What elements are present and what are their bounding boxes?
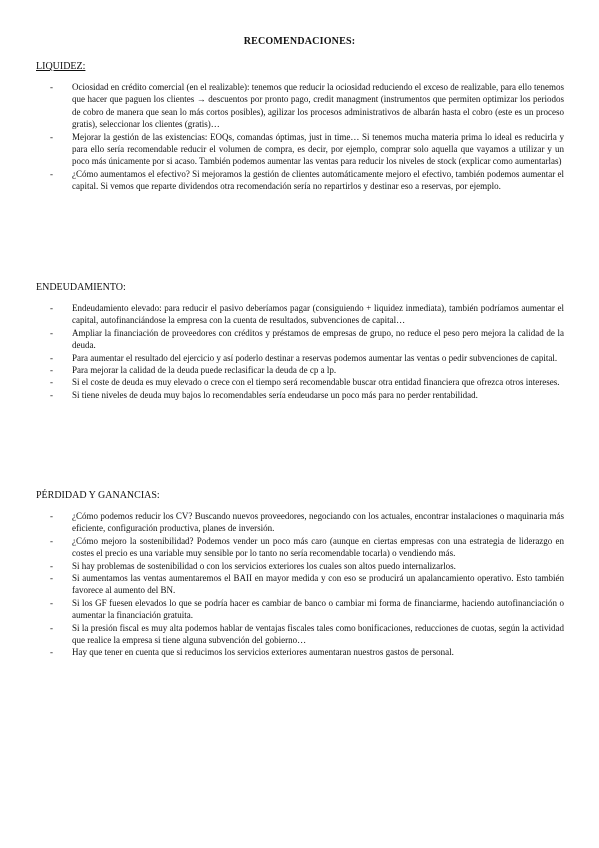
list-item-text: ¿Cómo aumentamos el efectivo? Si mejoramos la gestión de clientes automáticamente mejoro el efectivo, también podemos aumentar el capital. Si vemos que reparte dividendos otra recomendación sería no repartirlos y destinar eso a reservas, por ejemplo. [72, 168, 564, 192]
item-list-liquidez [36, 81, 564, 193]
dash-bullet: - [50, 303, 53, 313]
list-item-text: ¿Cómo podemos reducir los CV? Buscando nuevos proveedores, negociando con los actuales, encontrar instalaciones o maquinaria más eficiente, configuración productiva, planes de inversión. [72, 511, 564, 534]
list-item [36, 364, 564, 376]
list-item-text: Endeudamiento elevado: para reducir el pasivo deberíamos pagar (consiguiendo + liquidez inmediata), también podríamos aumentar el capital, autofinanciándose la empresa con la cuenta de resultados, subvenciones de capital… [72, 303, 564, 326]
list-item [36, 572, 564, 597]
dash-bullet: - [50, 560, 53, 571]
list-item-text: Si la presión fiscal es muy alta podemos hablar de ventajas fiscales tales como bonificaciones, reducciones de cuotas, según la actividad que realice la empresa si tiene alguna subvención del gobierno… [72, 622, 564, 646]
list-item-text: Ampliar la financiación de proveedores con créditos y préstamos de empresas de grupo, no reduce el peso pero mejora la calidad de la deuda. [72, 327, 564, 351]
section-heading-perdidas-ganancias: PÉRDIDAD Y GANANCIAS: [36, 490, 160, 501]
list-item [36, 131, 564, 168]
list-item [36, 352, 564, 364]
dash-bullet: - [50, 647, 53, 658]
list-item-text: Ociosidad en crédito comercial (en el realizable): tenemos que reducir la ociosidad reduciendo el exceso de realizable, para ello tenemos que hacer que paguen los clientes → descuentos por pronto pago, credit managment (instrumentos que permiten optimizar los periodos de cobro de manera que sean lo más cortos posibles), agilizar los procesos administrativos de albarán hasta el cobro (este es un proceso gratis), seleccionar los clientes (gratis)… [72, 82, 564, 130]
list-item-text: Para aumentar el resultado del ejercicio y así poderlo destinar a reservas podemos aumentar las ventas o pedir subvenciones de capital. [72, 352, 558, 363]
dash-bullet: - [50, 377, 53, 388]
list-item [36, 327, 564, 352]
list-item [36, 389, 564, 401]
list-item-text: Para mejorar la calidad de la deuda puede reclasificar la deuda de cp a lp. [72, 365, 337, 376]
item-list-endeudamiento [36, 302, 564, 401]
dash-bullet: - [50, 82, 53, 92]
document-title: RECOMENDACIONES: [243, 36, 356, 47]
list-item [36, 560, 564, 572]
dash-bullet: - [50, 352, 53, 363]
list-item-text: ¿Cómo mejoro la sostenibilidad? Podemos vender un poco más caro (aunque en ciertas empresas con una estrategia de liderazgo en costes el precio es una variable muy sensible por lo tanto no sería recomendable tocarla) o vendiendo más. [72, 535, 564, 559]
section-perdidas-ganancias [36, 489, 564, 659]
list-item-text: Si hay problemas de sostenibilidad o con los servicios exteriores los cuales son altos puedo internalizarlos. [72, 560, 456, 571]
list-item [36, 510, 564, 535]
list-item [36, 302, 564, 327]
dash-bullet: - [50, 131, 53, 142]
list-item-text: Hay que tener en cuenta que si reducimos los servicios exteriores aumentaran nuestros gastos de personal. [72, 647, 454, 658]
section-liquidez [36, 60, 564, 193]
list-item [36, 622, 564, 647]
list-item-text: Mejorar la gestión de las existencias: EOQs, comandas óptimas, just in time… Si tenemos mucha materia prima lo ideal es reducirla y para ello sería recomendable reducir el volumen de compra, es decir, por ejemplo, comprar solo aquella que vayamos a utilizar y un poco más únicamente por si acaso. También podemos aumentar las ventas para reducir los niveles de stock (explicar como aumentarlas) [72, 131, 564, 167]
list-item [36, 376, 564, 388]
dash-bullet: - [50, 622, 53, 633]
section-heading-endeudamiento: ENDEUDAMIENTO: [36, 282, 126, 293]
dash-bullet: - [50, 597, 53, 608]
section-endeudamiento [36, 281, 564, 401]
list-item [36, 646, 564, 658]
dash-bullet: - [50, 573, 53, 584]
list-item-text: Si tiene niveles de deuda muy bajos lo recomendables sería endeudarse un poco más para no perder rentabilidad. [72, 389, 478, 400]
list-item [36, 81, 564, 131]
section-heading-liquidez: LIQUIDEZ: [36, 61, 86, 72]
dash-bullet: - [50, 511, 53, 521]
dash-bullet: - [50, 389, 53, 400]
dash-bullet: - [50, 535, 53, 546]
dash-bullet: - [50, 365, 53, 376]
dash-bullet: - [50, 327, 53, 338]
list-item [36, 168, 564, 193]
list-item-text: Si el coste de deuda es muy elevado o crece con el tiempo será recomendable buscar otra entidad financiera que ofrezca otros intereses. [72, 377, 560, 388]
list-item-text: Si aumentamos las ventas aumentaremos el BAII en mayor medida y con eso se producirá un apalancamiento operativo. Esto también favorece al aumento del BN. [72, 573, 564, 596]
list-item [36, 597, 564, 622]
list-item-text: Si los GF fuesen elevados lo que se podría hacer es cambiar de banco o cambiar mi forma de financiarme, haciendo autofinanciación o aumentar la financiación gratuita. [72, 597, 564, 621]
dash-bullet: - [50, 168, 53, 179]
item-list-perdidas-ganancias [36, 510, 564, 659]
list-item [36, 535, 564, 560]
